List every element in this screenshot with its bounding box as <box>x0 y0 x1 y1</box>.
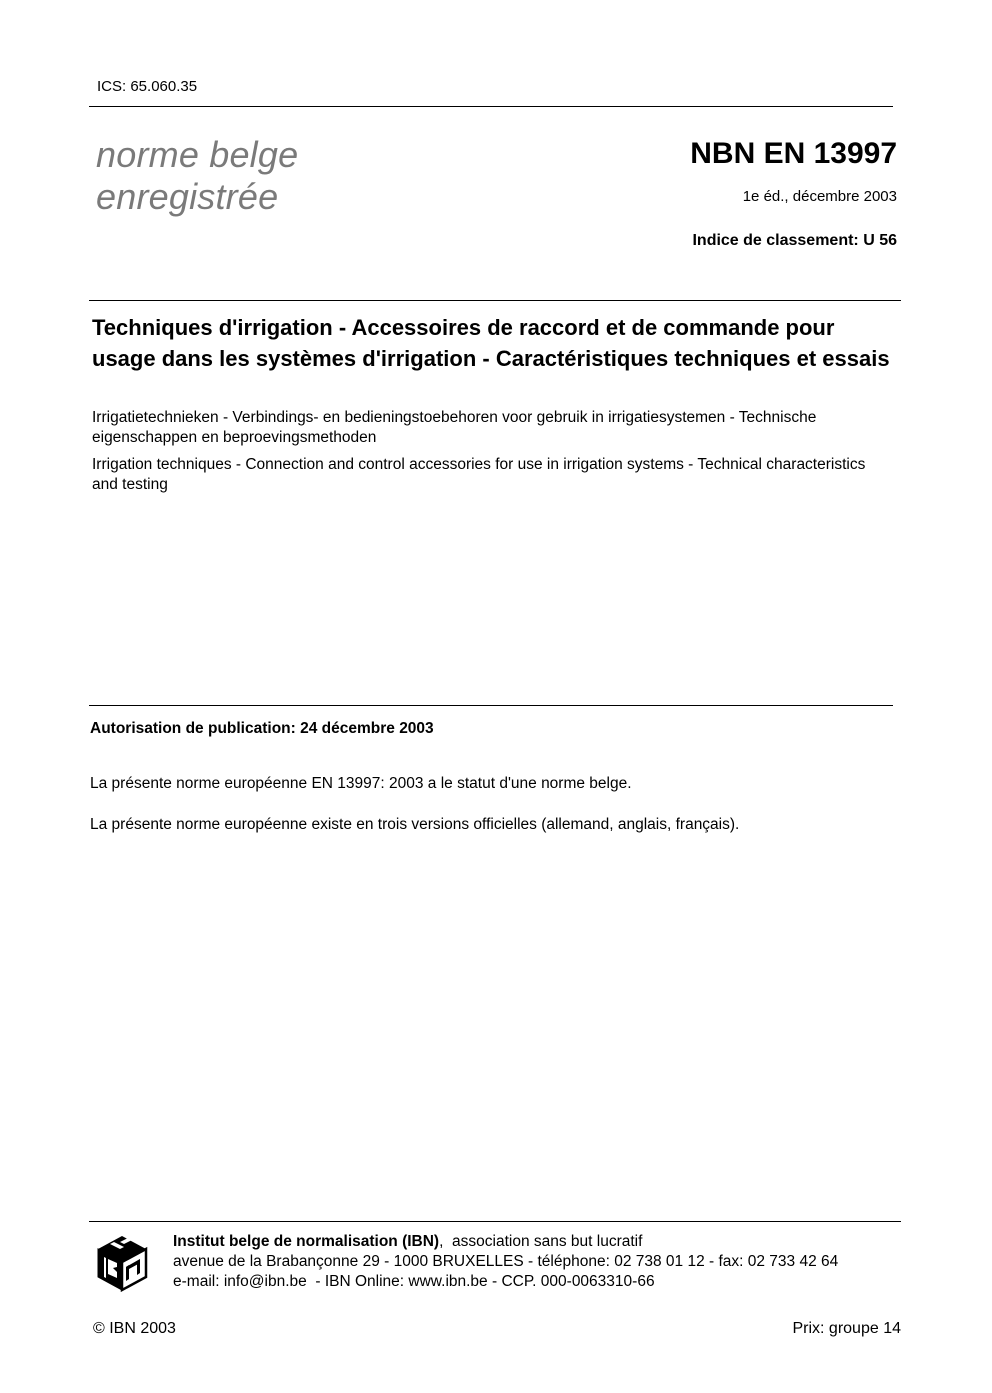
institute-line <box>173 1232 838 1252</box>
publication-authorization: Autorisation de publication: 24 décembre 2003 <box>90 720 434 737</box>
brand-line-1: norme belge <box>96 134 299 175</box>
institute-name: Institut belge de normalisation (IBN) <box>173 1233 440 1250</box>
top-divider <box>89 106 893 107</box>
institute-info <box>173 1232 838 1292</box>
brand-line-2: enregistrée <box>96 176 279 217</box>
versions-statement: La présente norme européenne existe en trois versions officielles (allemand, anglais, français). <box>90 816 740 833</box>
ibn-cube-logo <box>96 1234 148 1292</box>
brand-label <box>96 134 298 218</box>
footer-divider <box>89 1221 901 1222</box>
title-dutch: Irrigatietechnieken - Verbindings- en bedieningstoebehoren voor gebruik in irrigatiesystemen - Technische eigenschappen en beproevingsmethoden <box>92 409 817 446</box>
classification-index: Indice de classement: U 56 <box>692 232 897 249</box>
title-french: Techniques d'irrigation - Accessoires de raccord et de commande pour usage dans les systèmes d'irrigation - Caractéristiques techniques et essais <box>92 315 890 371</box>
title-english: Irrigation techniques - Connection and control accessories for use in irrigation systems - Technical characteristics and testing <box>92 456 866 493</box>
status-statement: La présente norme européenne EN 13997: 2003 a le statut d'une norme belge. <box>90 775 632 792</box>
edition-info: 1e éd., décembre 2003 <box>742 188 897 205</box>
copyright: © IBN 2003 <box>93 1320 176 1337</box>
institute-contact: e-mail: info@ibn.be - IBN Online: www.ibn.be - CCP. 000-0063310-66 <box>173 1273 655 1290</box>
standard-number: NBN EN 13997 <box>690 137 897 170</box>
institute-suffix: , association sans but lucratif <box>439 1233 643 1250</box>
ics-code: ICS: 65.060.35 <box>97 78 198 95</box>
price-group: Prix: groupe 14 <box>792 1320 901 1337</box>
title-divider <box>89 300 901 301</box>
institute-address: avenue de la Brabançonne 29 - 1000 BRUXELLES - téléphone: 02 738 01 12 - fax: 02 733 42 64 <box>173 1253 839 1270</box>
middle-divider <box>89 705 893 706</box>
